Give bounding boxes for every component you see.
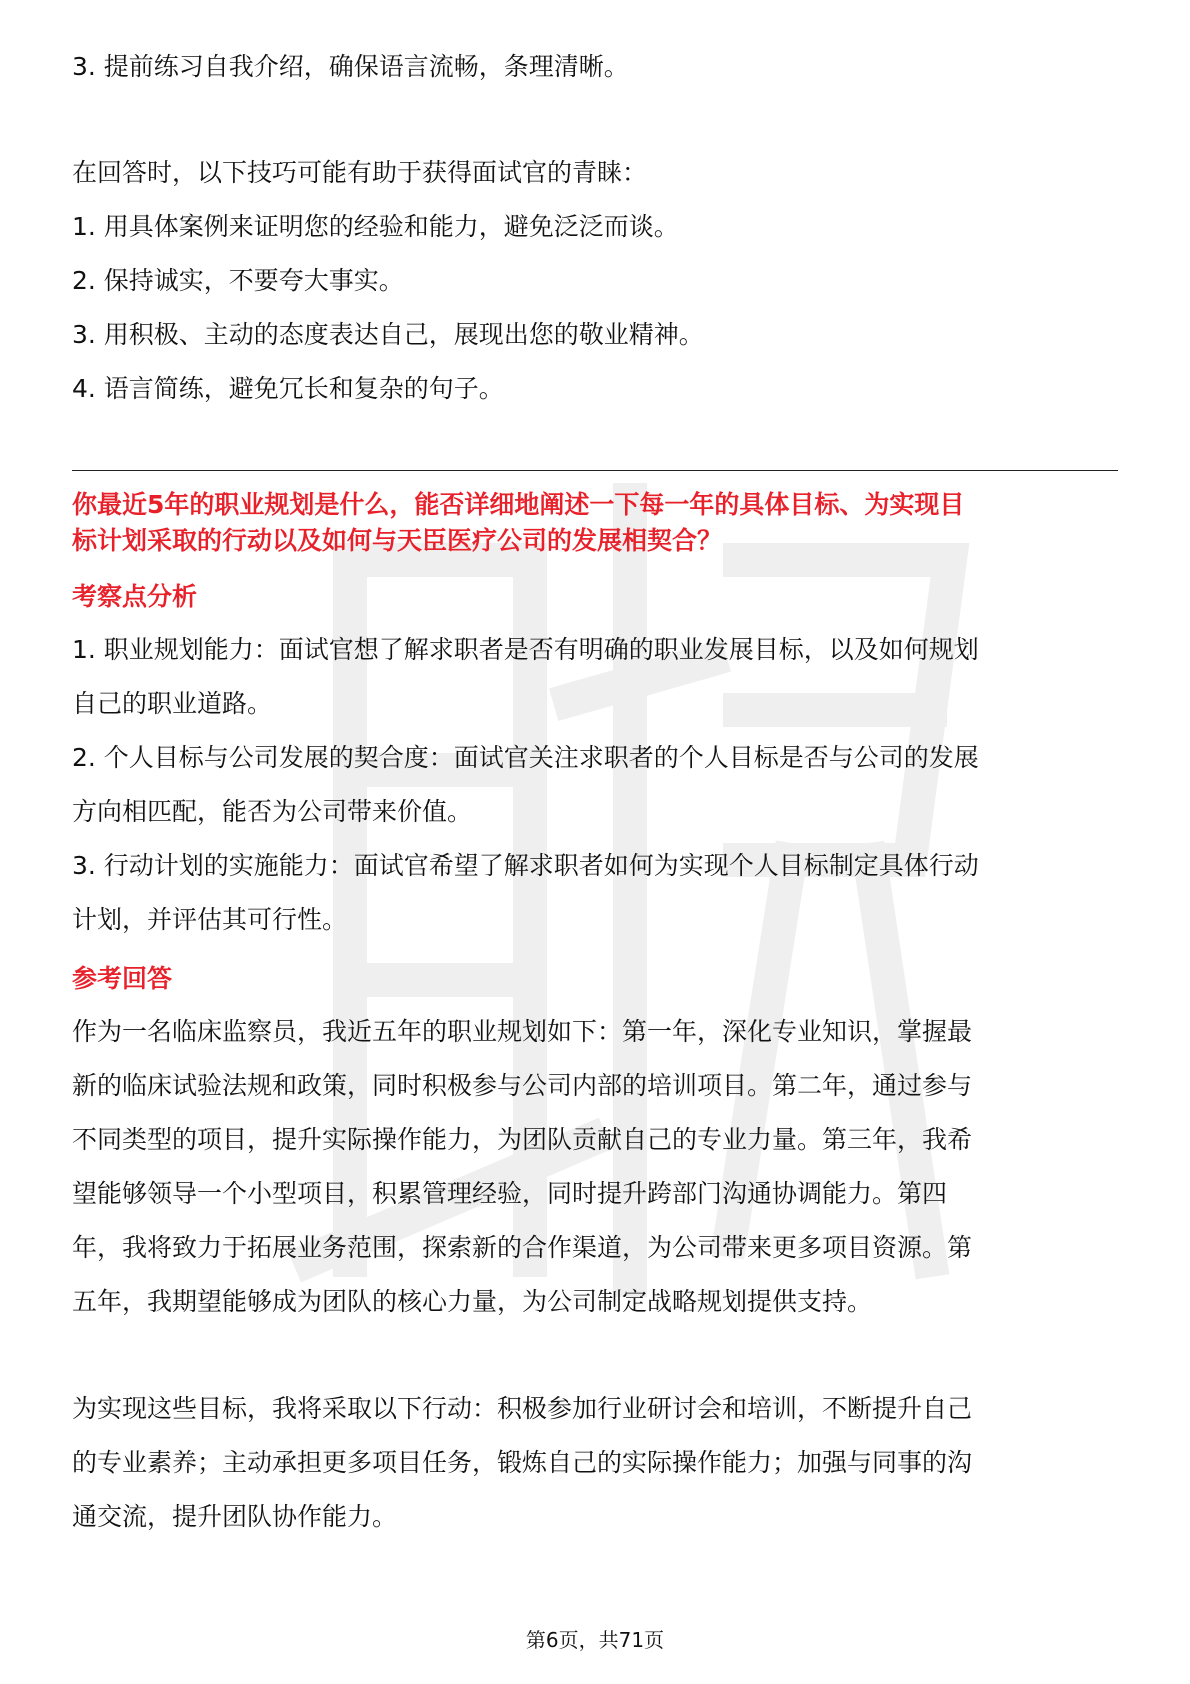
answer-line: 通交流，提升团队协作能力。	[72, 1502, 398, 1531]
analysis-line: 方向相匹配，能否为公司带来价值。	[72, 797, 473, 826]
tip-item: 2. 保持诚实，不要夸大事实。	[72, 266, 404, 295]
analysis-heading: 考察点分析	[72, 582, 198, 611]
analysis-line: 自己的职业道路。	[72, 689, 273, 718]
tips-intro: 在回答时，以下技巧可能有助于获得面试官的青睐：	[72, 158, 648, 187]
analysis-line: 1. 职业规划能力：面试官想了解求职者是否有明确的职业发展目标，以及如何规划	[72, 635, 979, 664]
answer-line: 新的临床试验法规和政策，同时积极参与公司内部的培训项目。第二年，通过参与	[72, 1071, 973, 1100]
prep-item-3: 3. 提前练习自我介绍，确保语言流畅，条理清晰。	[72, 52, 629, 81]
answer-line: 的专业素养；主动承担更多项目任务，锻炼自己的实际操作能力；加强与同事的沟	[72, 1448, 973, 1477]
tip-item: 4. 语言简练，避免冗长和复杂的句子。	[72, 374, 504, 403]
answer-line: 五年，我期望能够成为团队的核心力量，为公司制定战略规划提供支持。	[72, 1287, 873, 1316]
question-heading-line-2: 标计划采取的行动以及如何与天臣医疗公司的发展相契合？	[72, 526, 723, 555]
answer-line: 年，我将致力于拓展业务范围，探索新的合作渠道，为公司带来更多项目资源。第	[72, 1233, 973, 1262]
answer-heading: 参考回答	[72, 964, 173, 993]
tip-item: 1. 用具体案例来证明您的经验和能力，避免泛泛而谈。	[72, 212, 679, 241]
answer-line: 望能够领导一个小型项目，积累管理经验，同时提升跨部门沟通协调能力。第四	[72, 1179, 948, 1208]
page-number: 第6页，共71页	[525, 1628, 665, 1652]
answer-line: 为实现这些目标，我将采取以下行动：积极参加行业研讨会和培训，不断提升自己	[72, 1394, 973, 1423]
question-heading-line-1: 你最近5年的职业规划是什么，能否详细地阐述一下每一年的具体目标、为实现目	[72, 490, 965, 519]
analysis-line: 计划，并评估其可行性。	[72, 905, 348, 934]
analysis-line: 3. 行动计划的实施能力：面试官希望了解求职者如何为实现个人目标制定具体行动	[72, 851, 979, 880]
answer-line: 作为一名临床监察员，我近五年的职业规划如下：第一年，深化专业知识，掌握最	[72, 1017, 973, 1046]
tip-item: 3. 用积极、主动的态度表达自己，展现出您的敬业精神。	[72, 320, 704, 349]
answer-line: 不同类型的项目，提升实际操作能力，为团队贡献自己的专业力量。第三年，我希	[72, 1125, 973, 1154]
section-divider	[72, 470, 1118, 471]
analysis-line: 2. 个人目标与公司发展的契合度：面试官关注求职者的个人目标是否与公司的发展	[72, 743, 979, 772]
